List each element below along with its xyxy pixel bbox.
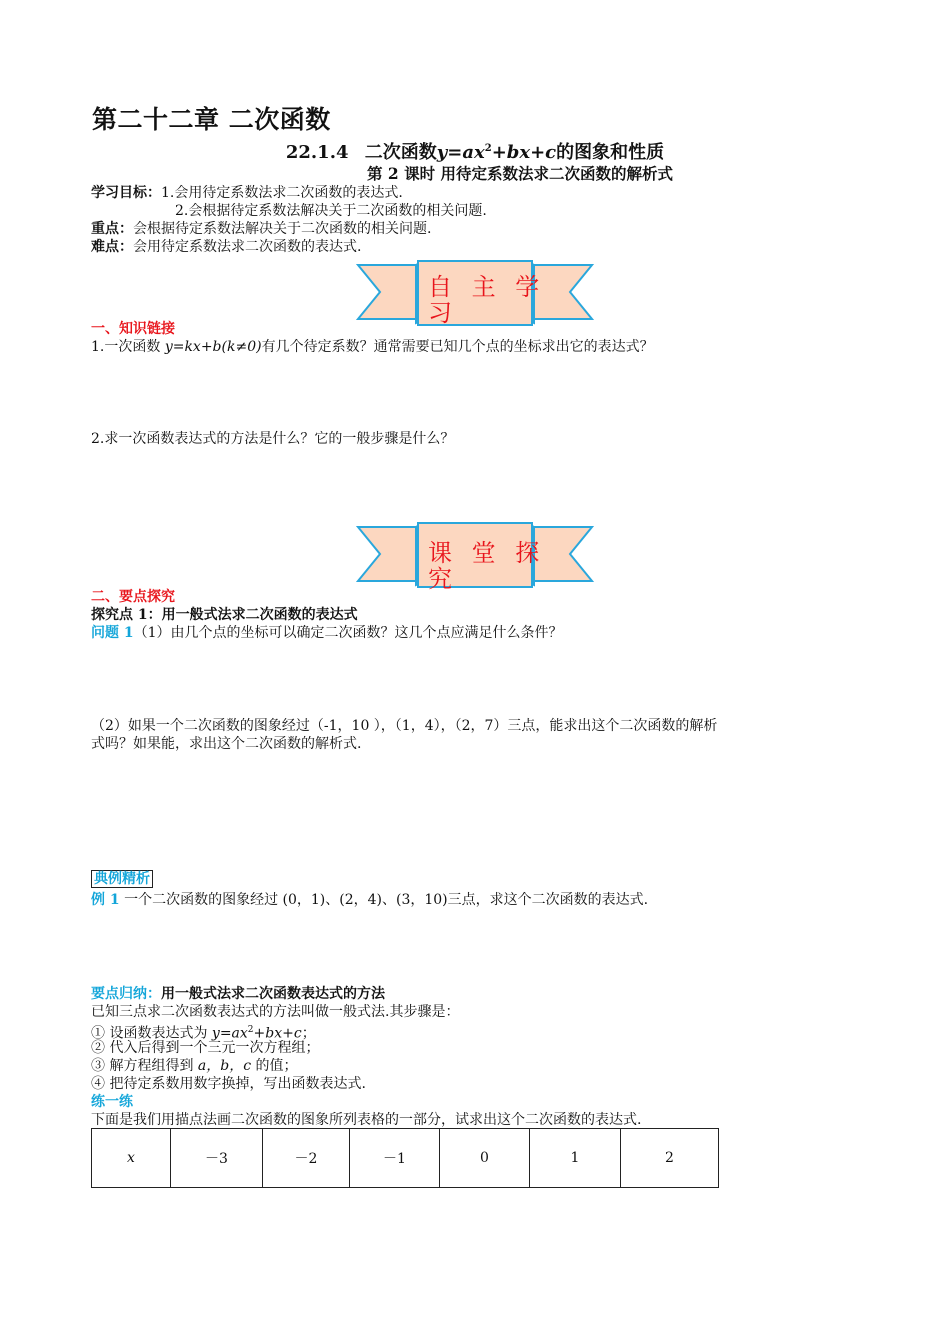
- step-1-end: ；: [301, 1025, 316, 1042]
- summary-step-4: ④ 把待定系数用数字换掉，写出函数表达式.: [91, 1076, 366, 1092]
- part1-heading: 一、知识链接: [91, 321, 175, 337]
- example-1-text: 一个二次函数的图象经过 (0，1)、(2，4)、(3，10)三点，求这个二次函数的表达式.: [119, 892, 649, 908]
- key-point-label: 重点：: [91, 221, 133, 237]
- table-cell: －3: [171, 1129, 263, 1188]
- example-box: [91, 870, 153, 888]
- key-point-text: 会根据待定系数法解决关于二次函数的相关问题.: [133, 221, 432, 237]
- step-3-prefix: ③ 解方程组得到: [91, 1058, 198, 1074]
- ribbon-2-line-1: 课 堂 探: [428, 539, 546, 567]
- step-1-prefix: ① 设函数表达式为: [91, 1025, 212, 1042]
- practice-text: 下面是我们用描点法画二次函数的图象所列表格的一部分，试求出这个二次函数的表达式.: [91, 1112, 642, 1128]
- summary-step-2: ② 代入后得到一个三元一次方程组；: [91, 1040, 320, 1056]
- objectives-label: 学习目标：: [91, 185, 161, 201]
- table-cell-x: x: [127, 1150, 135, 1166]
- problem-1-q1: （1）由几个点的坐标可以确定二次函数？这几个点应满足什么条件？: [133, 625, 563, 641]
- section-name-prefix: 二次函数: [364, 142, 437, 163]
- explore-point-1: 探究点 1：用一般式法求二次函数的表达式: [91, 607, 358, 623]
- ribbon-1-line-2: 习: [428, 299, 458, 327]
- part2-heading: 二、要点探究: [91, 589, 175, 605]
- step-1-sup: 2: [247, 1025, 254, 1035]
- objectives-line-1: [91, 184, 403, 202]
- summary-heading: [91, 985, 385, 1003]
- section-formula-rest: +bx+c: [491, 142, 557, 163]
- value-table: [91, 1128, 719, 1188]
- summary-title: 用一般式法求二次函数表达式的方法: [161, 986, 385, 1002]
- difficulty-label: 难点：: [91, 239, 133, 255]
- q1-formula: y=kx+b(k≠0): [164, 339, 262, 355]
- example-1: [91, 891, 648, 909]
- problem-1-label: 问题 1: [91, 625, 134, 641]
- table-cell: 2: [621, 1129, 719, 1188]
- section-title: [0, 138, 950, 164]
- part1-question-2: 2.求一次函数表达式的方法是什么？它的一般步骤是什么？: [91, 431, 455, 447]
- ribbon-2-line-2: 究: [428, 565, 458, 593]
- practice-label: 练一练: [91, 1094, 133, 1110]
- table-cell: －1: [350, 1129, 440, 1188]
- table-cell: 1: [530, 1129, 621, 1188]
- summary-intro: 已知三点求二次函数表达式的方法叫做一般式法.其步骤是：: [91, 1004, 460, 1020]
- summary-step-3: [91, 1057, 298, 1075]
- table-cell: 0: [440, 1129, 530, 1188]
- difficulty: [91, 238, 361, 256]
- table-cell: －2: [263, 1129, 350, 1188]
- section-formula: y=ax: [436, 142, 485, 163]
- section-name-suffix: 的图象和性质: [556, 142, 665, 163]
- section-number: 22.1.4: [285, 142, 349, 163]
- lesson-title: 第 2 课时 用待定系数法求二次函数的解析式: [367, 164, 673, 183]
- example-1-label: 例 1: [91, 892, 120, 908]
- summary-label: 要点归纳：: [91, 986, 161, 1002]
- table-cell: [92, 1129, 171, 1188]
- step-1-formula: y=ax: [211, 1025, 248, 1042]
- chapter-title: 第二十二章 二次函数: [92, 105, 331, 134]
- ribbon-2-text: [428, 540, 545, 592]
- problem-1: [91, 624, 563, 642]
- objective-1: 1.会用待定系数法求二次函数的表达式.: [161, 185, 403, 201]
- problem-1-q2-line-1: （2）如果一个二次函数的图象经过（-1，10 ），（1，4），（2，7）三点，能求出这个二次函数的解析: [91, 718, 718, 734]
- section-formula-sup: 2: [484, 143, 492, 154]
- step-3-vars: a，b，c: [197, 1058, 252, 1074]
- q1-prefix: 1.一次函数: [91, 339, 165, 355]
- ribbon-1-text: [428, 274, 545, 326]
- ribbon-1-line-1: 自 主 学: [428, 273, 546, 301]
- q1-suffix: 有几个待定系数？通常需要已知几个点的坐标求出它的表达式？: [261, 339, 654, 355]
- step-1-formula-rest: +bx+c: [253, 1025, 302, 1042]
- key-point: [91, 220, 431, 238]
- objective-2: 2.会根据待定系数法解决关于二次函数的相关问题.: [175, 203, 487, 219]
- part1-question-1: [91, 338, 654, 356]
- step-3-suffix: 的值；: [251, 1058, 298, 1074]
- table-row: [92, 1129, 719, 1188]
- difficulty-text: 会用待定系数法求二次函数的表达式.: [133, 239, 362, 255]
- example-box-label: 典例精析: [91, 870, 153, 888]
- problem-1-q2-line-2: 式吗？如果能，求出这个二次函数的解析式.: [91, 736, 362, 752]
